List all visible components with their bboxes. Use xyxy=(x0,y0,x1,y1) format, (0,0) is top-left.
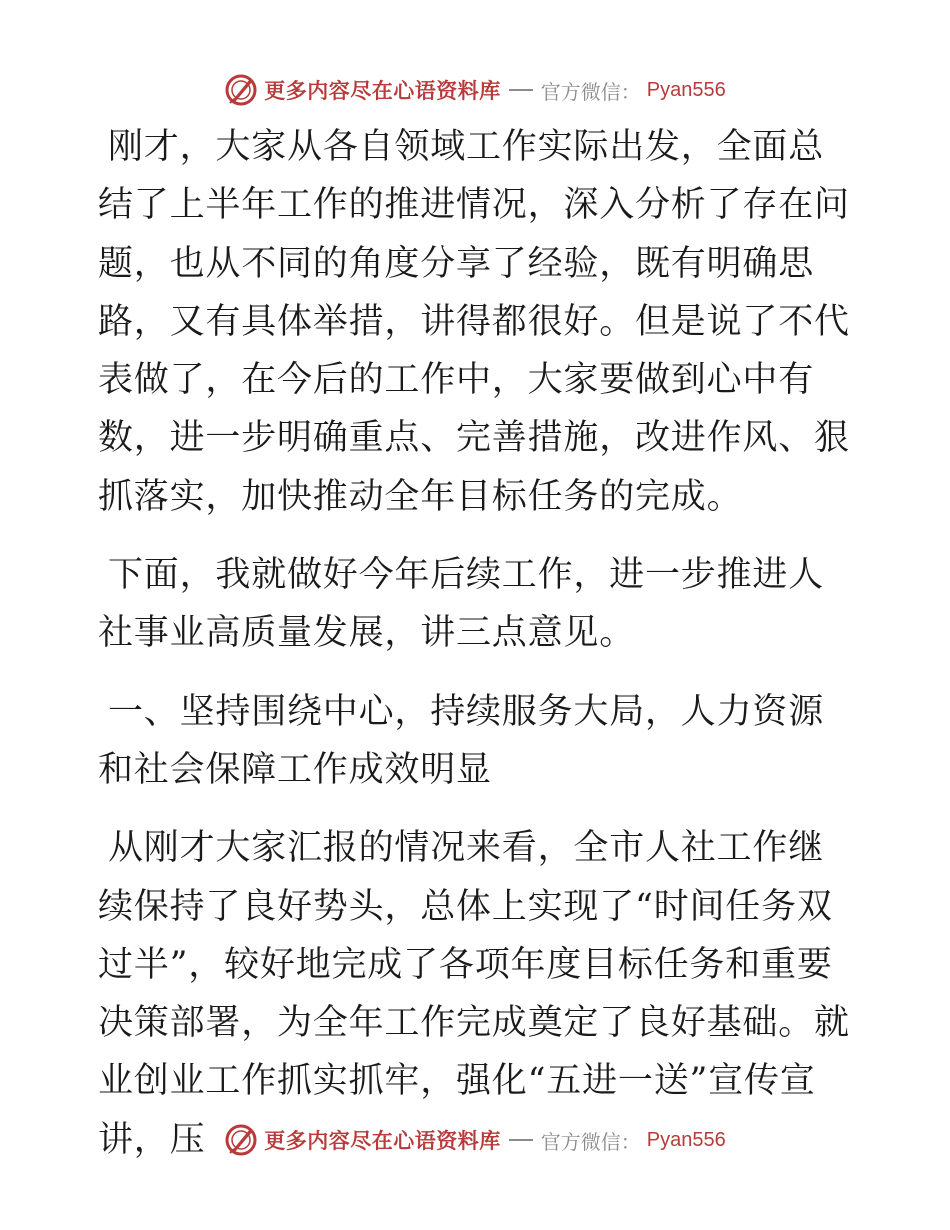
footer-banner xyxy=(0,1120,950,1160)
section-heading-one xyxy=(98,683,850,800)
banner-title: 更多内容尽在心语资料库 xyxy=(264,1128,501,1153)
banner-title: 更多内容尽在心语资料库 xyxy=(264,78,501,103)
banner xyxy=(224,73,725,107)
quill-stamp-icon xyxy=(224,73,258,107)
paragraph-text: 下面，我就做好今年后续工作，进一步推进人社事业高质量发展，讲三点意见。 xyxy=(98,555,825,654)
banner-wechat-id: Pyan556 xyxy=(646,1128,726,1151)
paragraph-section-one xyxy=(98,819,850,1169)
heading-text: 一、坚持围绕中心，持续服务大局，人力资源和社会保障工作成效明显 xyxy=(98,691,825,790)
banner xyxy=(224,1123,725,1157)
banner-separator xyxy=(509,1139,533,1141)
paragraph-opening xyxy=(98,118,850,526)
banner-wechat-id: Pyan556 xyxy=(646,78,726,101)
banner-wechat-label: 官方微信： xyxy=(540,1129,641,1154)
banner-separator xyxy=(509,89,533,91)
banner-wechat-label: 官方微信： xyxy=(540,79,641,104)
quill-stamp-icon xyxy=(224,1123,258,1157)
paragraph-text: 刚才，大家从各自领域工作实际出发，全面总结了上半年工作的推进情况，深入分析了存在问题，也从不同的角度分享了经验，既有明确思路，又有具体举措，讲得都很好。但是说了不代表做了，在今后的工作中，大家要做到心中有数，进一步明确重点、完善措施，改进作风、狠抓落实，加快推动全年目标任务的完成。 xyxy=(98,127,850,517)
paragraph-outline xyxy=(98,546,850,663)
header-banner xyxy=(0,70,950,110)
document-body xyxy=(98,118,850,1189)
paragraph-text: 从刚才大家汇报的情况来看，全市人社工作继续保持了良好势头，总体上实现了“时间任务双过半”，较好地完成了各项年度目标任务和重要决策部署，为全年工作完成奠定了良好基础。就业创业工作抓实抓牢，强化“五进一送”宣传宣讲，压 xyxy=(98,828,850,1160)
